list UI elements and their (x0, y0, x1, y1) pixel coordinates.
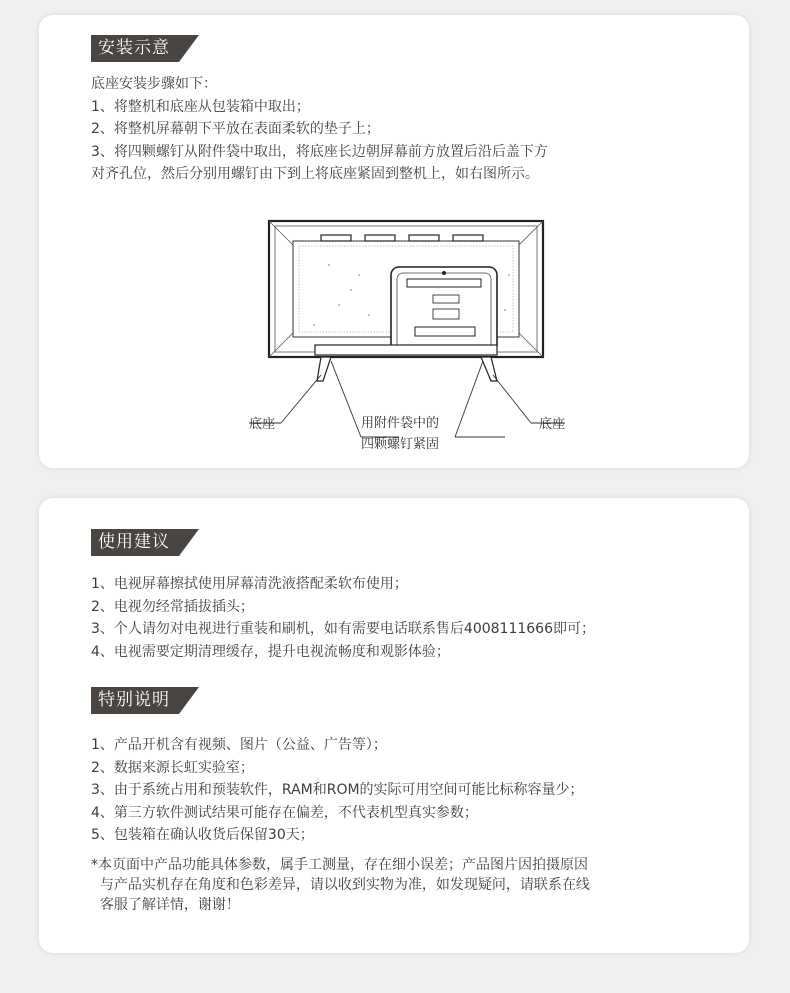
section-title-special (91, 687, 199, 714)
usage-item: 2、电视勿经常插拔插头； (91, 598, 254, 615)
install-step: 3、将四颗螺钉从附件袋中取出，将底座长边朝屏幕前方放置后沿后盖下方 (91, 143, 548, 160)
note-line: 客服了解详情，谢谢！ (91, 897, 240, 913)
usage-item: 3、个人请勿对电视进行重装和刷机，如有需要电话联系售后4008111666即可； (91, 621, 595, 637)
note-line: 与产品实机存在角度和色彩差异，请以收到实物为准，如发现疑问，请联系在线 (91, 877, 590, 893)
special-title: 特别说明 (98, 690, 170, 710)
usage-item: 4、电视需要定期清理缓存，提升电视流畅度和观影体验； (91, 643, 450, 660)
disclaimer-note (91, 855, 590, 915)
special-item: 3、由于系统占用和预装软件，RAM和ROM的实际可用空间可能比标称容量少； (91, 782, 584, 798)
notes-card (39, 498, 749, 953)
special-item: 2、数据来源长虹实验室； (91, 759, 254, 776)
install-intro: 底座安装步骤如下： (91, 76, 217, 92)
install-title: 安装示意 (98, 38, 170, 58)
screw-label-line1: 用附件袋中的 (361, 416, 440, 431)
screw-label-line2: 四颗螺钉紧固 (361, 437, 440, 450)
special-item: 1、产品开机含有视频、图片（公益、广告等）； (91, 737, 387, 753)
special-item: 5、包装箱在确认收货后保留30天； (91, 827, 314, 843)
install-step: 2、将整机屏幕朝下平放在表面柔软的垫子上； (91, 121, 380, 137)
special-item: 4、第三方软件测试结果可能存在偏差，不代表机型真实参数； (91, 804, 478, 821)
section-title-usage (91, 529, 199, 556)
special-list (91, 734, 584, 847)
install-text (91, 73, 548, 186)
usage-list (91, 573, 595, 663)
right-base-label: 底座 (539, 417, 566, 432)
install-step: 1、将整机和底座从包装箱中取出； (91, 98, 310, 115)
left-base-label: 底座 (249, 417, 276, 432)
installation-card (39, 15, 749, 468)
usage-title: 使用建议 (98, 532, 170, 552)
note-line: *本页面中产品功能具体参数，属手工测量，存在细小误差；产品图片因拍摄原因 (91, 857, 588, 873)
install-steps (91, 96, 548, 186)
usage-item: 1、电视屏幕擦拭使用屏幕清洗液搭配柔软布使用； (91, 576, 408, 592)
install-step: 对齐孔位，然后分别用螺钉由下到上将底座紧固到整机上，如右图所示。 (91, 166, 539, 182)
section-title-install (91, 35, 199, 62)
tv-base-diagram (209, 215, 609, 450)
